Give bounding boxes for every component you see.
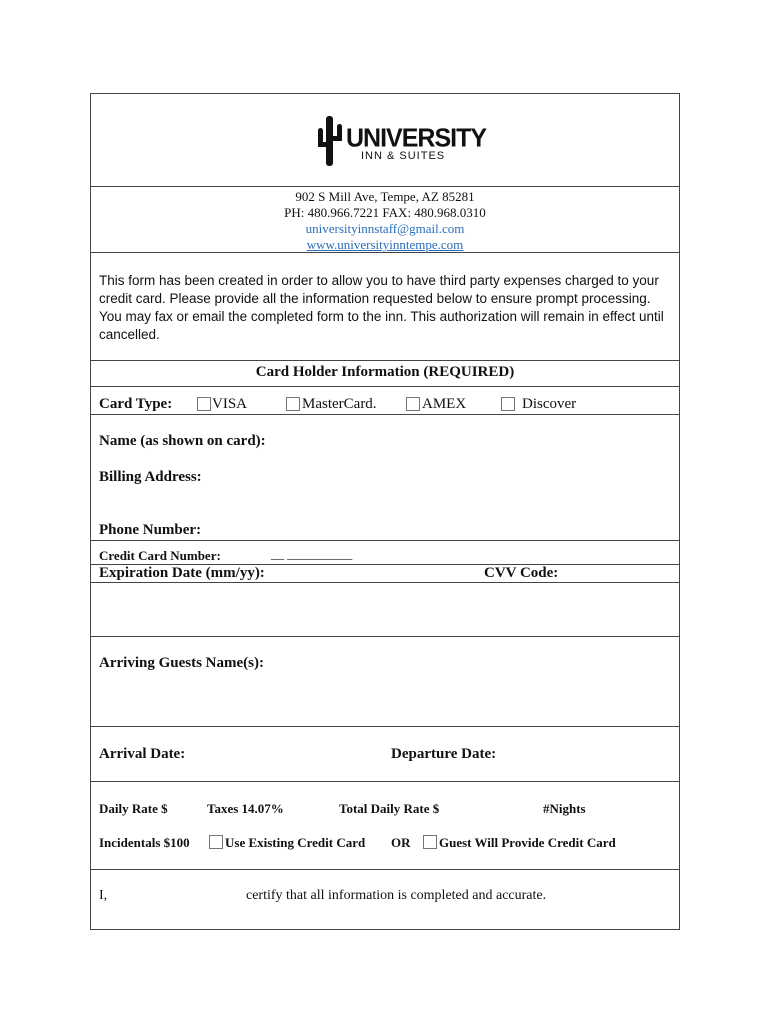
website-link[interactable]: www.universityinntempe.com: [306, 237, 464, 252]
name-label: Name (as shown on card):: [99, 433, 266, 449]
divider: [91, 386, 679, 387]
phone-number-label: Phone Number:: [99, 522, 202, 538]
credit-card-number-label: Credit Card Number:: [99, 548, 221, 563]
phone-fax: PH: 480.966.7221 FAX: 480.968.0310: [284, 205, 486, 220]
discover-checkbox[interactable]: [501, 397, 515, 411]
discover-label: Discover: [522, 396, 577, 412]
guest-provide-card-label: Guest Will Provide Credit Card: [439, 835, 616, 850]
taxes-label: Taxes 14.07%: [207, 801, 284, 816]
logo-line1: UNIVERSITY: [346, 123, 487, 153]
divider: [91, 360, 679, 361]
visa-checkbox[interactable]: [197, 397, 211, 411]
billing-address-label: Billing Address:: [99, 469, 202, 485]
logo-line2: INN & SUITES: [361, 150, 446, 162]
use-existing-card-checkbox[interactable]: [209, 835, 223, 849]
or-label: OR: [391, 835, 411, 850]
expiration-date-label: Expiration Date (mm/yy):: [99, 565, 265, 581]
departure-date-label: Departure Date:: [391, 746, 497, 762]
email-link[interactable]: universityinnstaff@gmail.com: [305, 221, 465, 236]
divider: [91, 869, 679, 870]
arriving-guests-label: Arriving Guests Name(s):: [99, 655, 264, 671]
amex-checkbox[interactable]: [406, 397, 420, 411]
use-existing-card-label: Use Existing Credit Card: [225, 835, 366, 850]
authorization-form: [90, 93, 680, 930]
intro-text: This form has been created in order to allow you to have third party expenses charged to your credit card. Please provide all the information requested below to ensure prompt processing. You may fax or email the completed form to the inn. This authorization will remain in effect until cancelled.: [99, 273, 664, 342]
certify-prefix: I,: [99, 888, 108, 903]
cvv-code-label: CVV Code:: [484, 565, 559, 581]
divider: [91, 414, 679, 415]
arrival-date-label: Arrival Date:: [99, 746, 186, 762]
certify-statement: certify that all information is completed and accurate.: [246, 888, 547, 903]
divider: [91, 781, 679, 782]
amex-label: AMEX: [422, 396, 467, 412]
card-type-label: Card Type:: [99, 396, 173, 412]
divider: [91, 540, 679, 541]
mastercard-label: MasterCard.: [302, 396, 377, 412]
divider: [91, 726, 679, 727]
divider: [91, 636, 679, 637]
visa-label: VISA: [212, 396, 248, 412]
cactus-icon: [316, 114, 344, 166]
credit-card-number-blank[interactable]: __ __________: [271, 546, 353, 561]
guest-provide-card-checkbox[interactable]: [423, 835, 437, 849]
address: 902 S Mill Ave, Tempe, AZ 85281: [295, 189, 475, 204]
nights-label: #Nights: [543, 801, 586, 816]
divider: [91, 582, 679, 583]
daily-rate-label: Daily Rate $: [99, 801, 168, 816]
divider: [91, 252, 679, 253]
section-title: Card Holder Information (REQUIRED): [255, 364, 515, 380]
incidentals-label: Incidentals $100: [99, 835, 190, 850]
mastercard-checkbox[interactable]: [286, 397, 300, 411]
total-daily-rate-label: Total Daily Rate $: [339, 801, 440, 816]
divider: [91, 186, 679, 187]
university-inn-logo: [316, 114, 487, 169]
